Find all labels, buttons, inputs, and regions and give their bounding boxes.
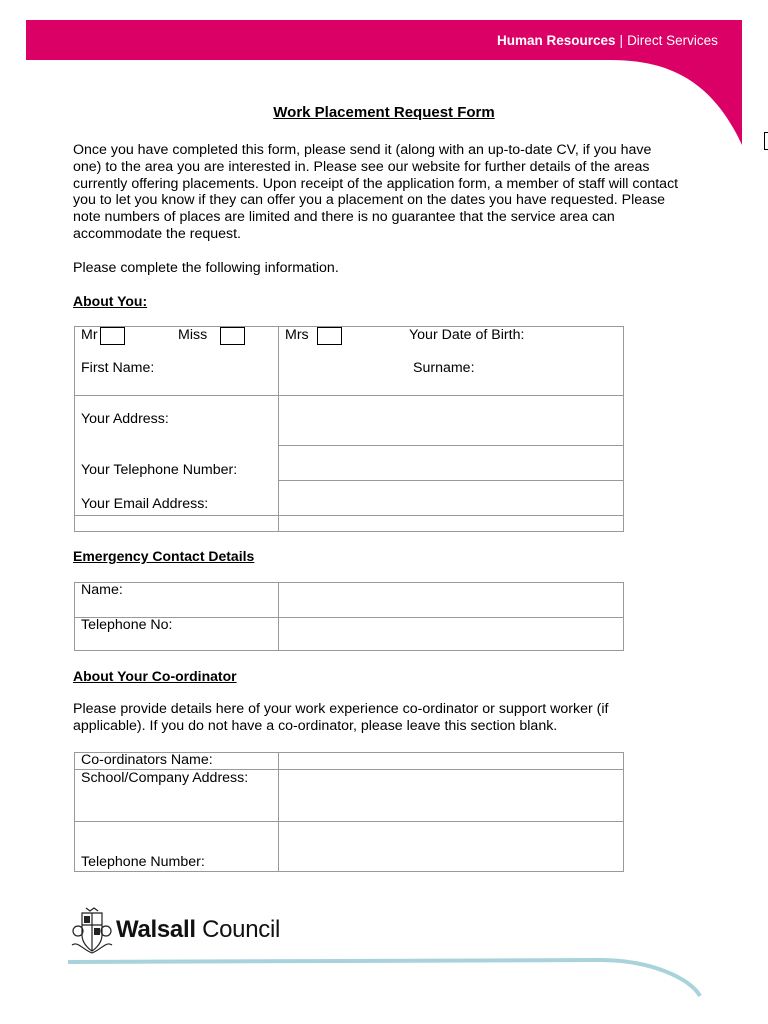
coordinator-divider [278, 752, 279, 872]
about-you-row-line [278, 445, 624, 446]
please-complete-text: Please complete the following information. [73, 260, 339, 276]
logo-text-rest: Council [195, 916, 281, 943]
telephone-label: Your Telephone Number: [81, 462, 238, 478]
first-name-label: First Name: [81, 360, 155, 376]
emergency-telephone-label: Telephone No: [81, 617, 173, 633]
footer-curve-line [0, 950, 768, 1010]
emergency-heading: Emergency Contact Details [73, 548, 255, 564]
page-title: Work Placement Request Form [273, 104, 495, 121]
coordinator-heading: About Your Co-ordinator [73, 668, 237, 684]
about-you-divider [278, 326, 279, 532]
about-you-row-line [278, 480, 624, 481]
miss-label: Miss [178, 327, 208, 343]
coordinator-intro: Please provide details here of your work experience co-ordinator or support worker (if applicable). If you do not have a co-ordinator, please leave this section blank. [73, 701, 609, 734]
mrs-label: Mrs [285, 327, 309, 343]
dob-label: Your Date of Birth: [409, 327, 525, 343]
mr-label: Mr [81, 327, 98, 343]
coordinator-row-line [74, 821, 624, 822]
coordinator-name-label: Co-ordinators Name: [81, 752, 213, 768]
header-band [0, 0, 768, 150]
email-label: Your Email Address: [81, 496, 209, 512]
logo-text-bold: Walsall [116, 916, 196, 943]
walsall-council-logo-text [116, 916, 280, 944]
header-org-text [497, 33, 718, 48]
miss-checkbox[interactable] [220, 327, 245, 345]
header-org: Human Resources [497, 33, 616, 48]
about-you-heading: About You: [73, 293, 148, 309]
about-you-row-line [74, 515, 624, 516]
coordinator-telephone-label: Telephone Number: [81, 854, 205, 870]
coordinator-address-label: School/Company Address: [81, 770, 249, 786]
emergency-name-label: Name: [81, 582, 123, 598]
header-dept: Direct Services [627, 33, 718, 48]
page-edge-mark [764, 132, 768, 150]
header-separator: | [619, 33, 624, 48]
intro-paragraph: Once you have completed this form, please send it (along with an up-to-date CV, if you have one) to the area you are interested in. Please see our website for further details of the areas currently offering placements. Upon receipt of the application form, a member of staff will contact you to let you know if they can offer you a placement on the dates you have requested. Please note numbers of places are limited and there is no guarantee that the service area can accommodate the request. [73, 142, 679, 242]
surname-label: Surname: [413, 360, 475, 376]
about-you-row-line [74, 395, 624, 396]
mr-checkbox[interactable] [100, 327, 125, 345]
address-label: Your Address: [81, 411, 169, 427]
mrs-checkbox[interactable] [317, 327, 342, 345]
